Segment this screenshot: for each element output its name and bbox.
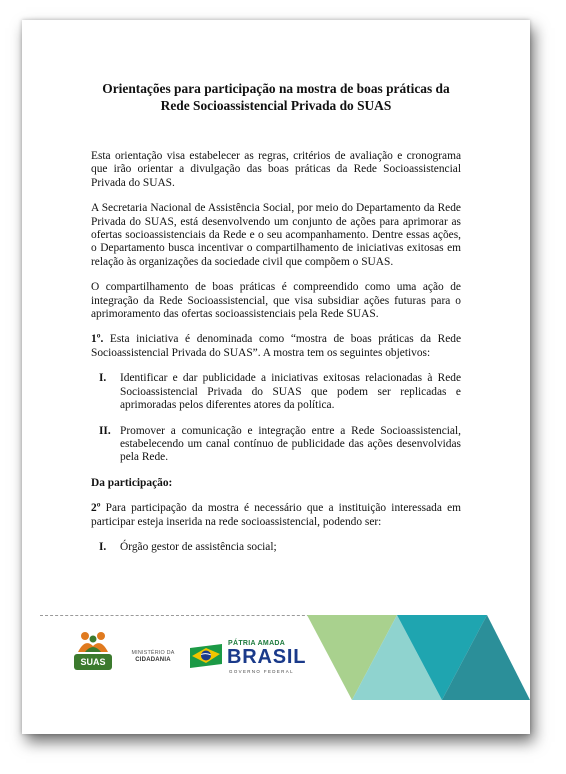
- title-line-1: Orientações para participação na mostra de boas práticas da: [102, 81, 450, 96]
- suas-logo: [72, 630, 114, 674]
- document-title: [22, 80, 530, 114]
- participant-item: [91, 541, 461, 554]
- participant-text: Órgão gestor de assistência social;: [120, 540, 277, 553]
- objective-numeral: I.: [99, 372, 107, 385]
- ministry-line-2: CIDADANIA: [135, 657, 171, 663]
- participant-numeral: I.: [99, 540, 107, 553]
- objective-text: Identificar e dar publicidade a iniciativas exitosas relacionadas à Rede Socioassistencial Privada do SUAS que podem ser replicadas e aprimoradas pelos diferentes atores da política.: [120, 372, 461, 412]
- document-page: [22, 20, 530, 734]
- article-2-number: 2º: [91, 502, 101, 515]
- section-heading: Da participação:: [91, 476, 173, 489]
- article-2: [91, 502, 461, 529]
- decorative-triangles: [307, 615, 530, 700]
- article-1-text: Esta iniciativa é denominada como “mostra de boas práticas da Rede Socioassistencial Privada do SUAS”. A mostra tem os seguintes objetivos:: [91, 333, 461, 359]
- objective-item: [91, 425, 461, 465]
- objective-item: [91, 372, 461, 412]
- governo-federal-text: GOVERNO FEDERAL: [229, 669, 294, 674]
- suas-logo-text: SUAS: [80, 657, 106, 667]
- title-line-2: Rede Socioassistencial Privada do SUAS: [160, 98, 392, 113]
- footer-logos: [72, 630, 307, 680]
- brasil-government-logo: [188, 638, 308, 678]
- ministry-logo: [127, 650, 179, 664]
- intro-paragraph: Esta orientação visa estabelecer as regras, critérios de avaliação e cronograma que irão orientar a divulgação das boas práticas da Rede Socioassistencial Privada do SUAS.: [91, 150, 461, 189]
- patria-amada-text: PÁTRIA AMADA: [228, 640, 286, 647]
- secretaria-paragraph: A Secretaria Nacional de Assistência Social, por meio do Departamento da Rede Privada do SUAS, está desenvolvendo um conjunto de ações para aprimorar as ofertas socioassistenciais da Rede e o seu acompanhamento. Dentre essas ações, o Departamento busca incentivar o compartilhamento de iniciativas exitosas em relação às organizações da sociedade civil que compõem o SUAS.: [91, 202, 461, 268]
- objective-numeral: II.: [99, 424, 111, 437]
- objective-text: Promover a comunicação e integração entre a Rede Socioassistencial, estabelecendo um canal contínuo de publicidade das ações desenvolvidas pela Rede.: [120, 424, 461, 464]
- article-1: [91, 333, 461, 360]
- document-body: [91, 150, 461, 566]
- article-1-number: 1º.: [91, 333, 104, 346]
- compartilhamento-paragraph: O compartilhamento de boas práticas é compreendido como uma ação de integração da Rede Socioassistencial, que visa subsidiar ações futuras para o aprimoramento das ofertas socioassistenciais pela Rede SUAS.: [91, 281, 461, 321]
- article-2-text: Para participação da mostra é necessário que a instituição interessada em participar esteja inserida na rede socioassistencial, podendo ser:: [91, 502, 461, 528]
- brasil-text: BRASIL: [227, 646, 307, 668]
- ministry-line-1: MINISTÉRIO DA: [131, 650, 175, 656]
- flag-icon: [188, 642, 224, 670]
- footer-divider: [40, 615, 320, 616]
